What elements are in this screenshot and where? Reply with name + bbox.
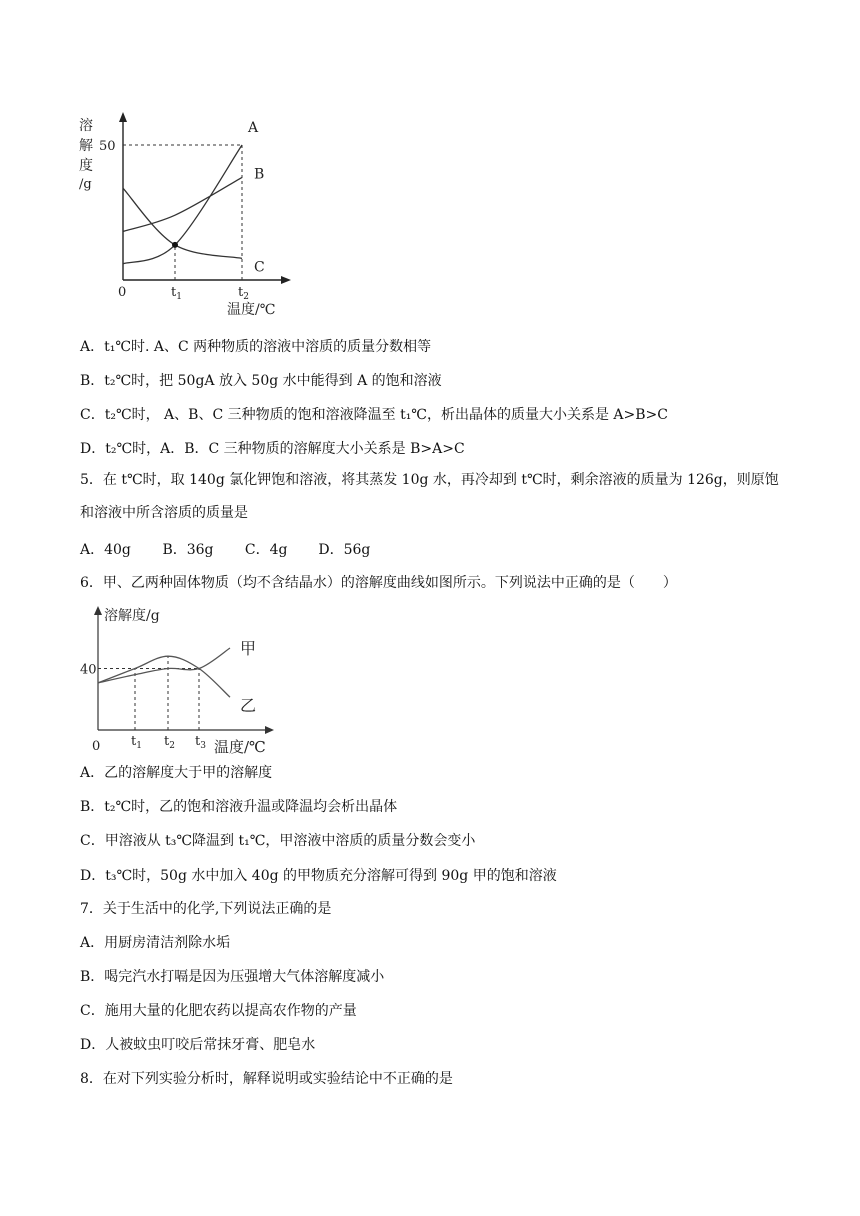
chart1-ylabel-2: 解: [79, 138, 93, 154]
chart1-curve-A: [123, 145, 242, 264]
q5-option-c: C．4g: [244, 542, 288, 558]
chart2-origin-label: 0: [92, 739, 101, 754]
q5-option-a: A．40g: [80, 542, 131, 558]
chart1-intersection-point: [172, 242, 178, 248]
q6-stem: 6．甲、乙两种固体物质（均不含结晶水）的溶解度曲线如图所示。下列说法中正确的是（ ）: [80, 575, 677, 591]
q4-option-a: A．t₁℃时. A、C 两种物质的溶液中溶质的质量分数相等: [80, 339, 432, 355]
q6-option-c: C．甲溶液从 t₃℃降温到 t₁℃，甲溶液中溶质的质量分数会变小: [80, 833, 476, 849]
chart1-xtick-t1: $t_1$: [171, 285, 182, 302]
q6-option-a: A．乙的溶解度大于甲的溶解度: [80, 765, 273, 781]
chart2-xtick-t1: $t_1$: [131, 734, 142, 751]
chart2-x-arrow: [265, 726, 274, 734]
q5-stem: 5．在 t℃时，取 140g 氯化钾饱和溶液，将其蒸发 10g 水，再冷却到 t℃时，剩余溶液的质量为 126g，则原饱和溶液中所含溶质的质量是: [80, 472, 779, 521]
chart1-origin-label: 0: [118, 285, 127, 300]
chart1-ylabel-1: 溶: [79, 118, 93, 134]
q5-option-b: B．36g: [162, 542, 214, 558]
chart1-labels: [99, 120, 275, 318]
chart1-series-label-C: C: [254, 259, 265, 276]
chart2-xtick-t3: $t_3$: [195, 734, 206, 751]
chart1-xlabel: 温度/℃: [227, 302, 276, 318]
chart2-curves: [98, 648, 230, 697]
chart1-x-arrow: [281, 276, 291, 284]
q6-option-d: D．t₃℃时，50g 水中加入 40g 的甲物质充分溶解可得到 90g 甲的饱和溶液: [80, 868, 557, 884]
q8-stem: 8．在对下列实验分析时，解释说明或实验结论中不正确的是: [80, 1071, 453, 1087]
chart2-series-label-jia: 甲: [240, 639, 257, 658]
chart2-ylabel: 溶解度/g: [104, 608, 160, 624]
chart2-xtick-t2: $t_2$: [164, 734, 175, 751]
q7-option-a: A．用厨房清洁剂除水垢: [80, 935, 231, 951]
q5-options: [80, 539, 370, 561]
chart1-curves: [123, 145, 242, 264]
chart2-xlabel: 温度/℃: [214, 738, 266, 756]
chart2-ytick-40: 40: [80, 662, 97, 678]
q5-option-d: D．56g: [318, 542, 371, 558]
q4-option-b: B．t₂℃时，把 50gA 放入 50g 水中能得到 A 的饱和溶液: [80, 373, 442, 389]
chart1-ylabel-4: /g: [79, 177, 92, 192]
chart2-guide-lines: [98, 656, 199, 730]
q4-option-c: C．t₂℃时， A、B、C 三种物质的饱和溶液降温至 t₁℃，析出晶体的质量大小关系是 A>B>C: [80, 407, 668, 423]
chart1-xtick-t2: $t_2$: [238, 285, 249, 302]
chart1-ytick-50: 50: [99, 139, 116, 154]
q7-option-b: B．喝完汽水打嗝是因为压强增大气体溶解度减小: [80, 969, 385, 985]
chart2-y-arrow: [94, 606, 102, 615]
chart1-series-label-A: A: [248, 120, 259, 136]
q7-stem: 7．关于生活中的化学,下列说法正确的是: [80, 901, 332, 917]
chart1-curve-B: [123, 177, 242, 231]
q7-option-d: D．人被蚊虫叮咬后常抹牙膏、肥皂水: [80, 1037, 316, 1053]
chart1-y-arrow: [119, 112, 127, 122]
solubility-chart-jia-yi: [80, 602, 280, 757]
q4-option-d: D．t₂℃时，A．B．C 三种物质的溶解度大小关系是 B>A>C: [80, 441, 465, 457]
q6-option-b: B．t₂℃时，乙的饱和溶液升温或降温均会析出晶体: [80, 799, 398, 815]
q7-option-c: C．施用大量的化肥农药以提高农作物的产量: [80, 1003, 357, 1019]
chart1-ylabel-3: 度: [79, 158, 93, 174]
chart2-series-label-yi: 乙: [240, 696, 257, 716]
chart1-guide-lines: [123, 145, 242, 280]
solubility-chart-abc: [75, 110, 305, 325]
chart1-series-label-B: B: [254, 166, 265, 183]
chart1-curve-C: [123, 188, 242, 258]
